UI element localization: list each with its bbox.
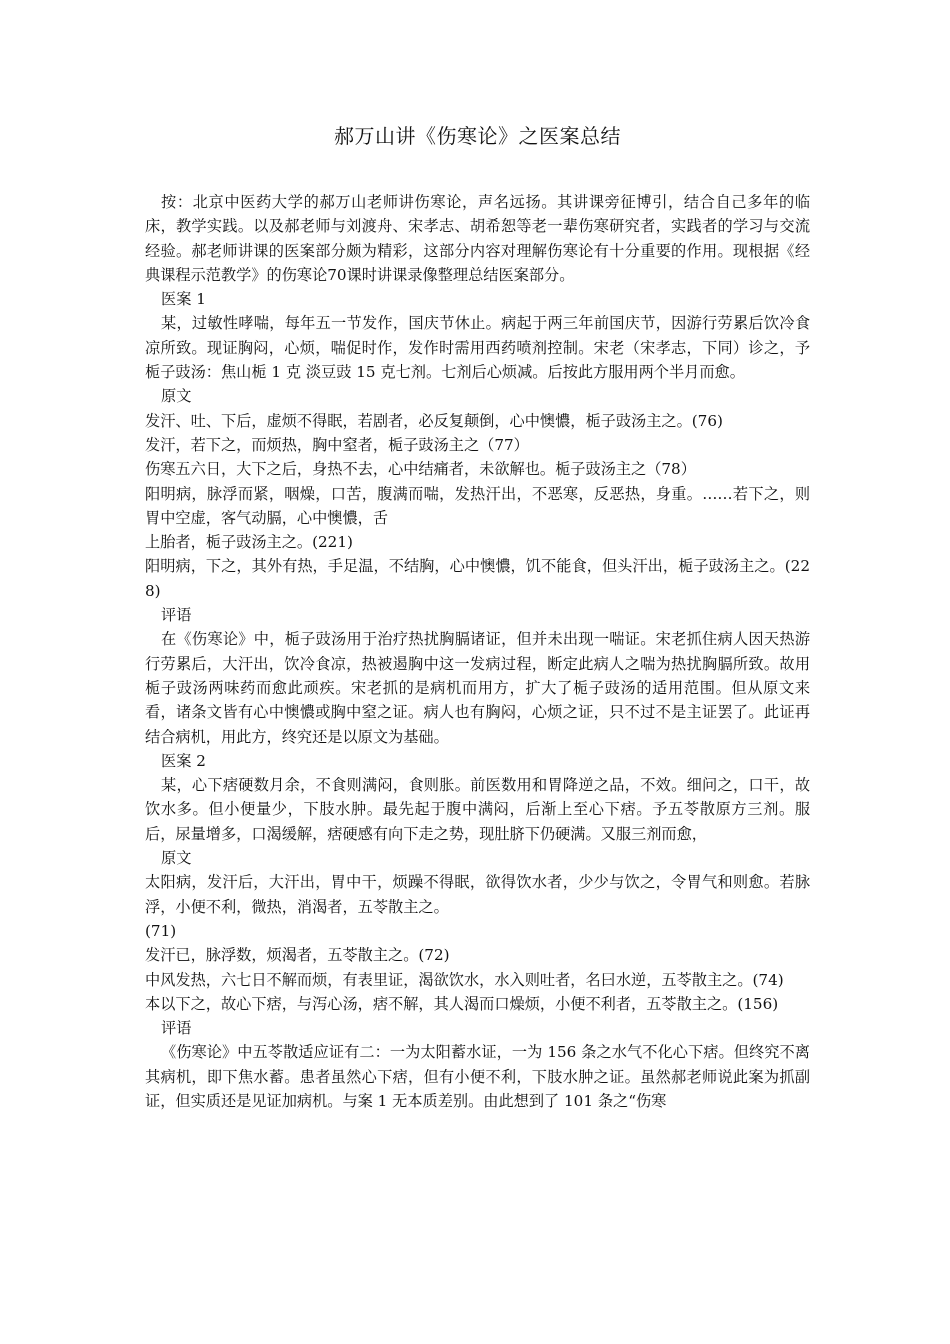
document-title: 郝万山讲《伤寒论》之医案总结 [334, 124, 621, 148]
paragraph: 医案 2 [161, 751, 206, 770]
paragraph: 医案 1 [161, 290, 206, 309]
paragraph: 某，心下痞硬数月余，不食则满闷，食则胀。前医数用和胃降逆之品，不效。细问之，口干，故饮水多。但小便量少，下肢水肿。最先起于腹中满闷，后渐上至心下痞。予五苓散原方三剂。服后，尿量增多，口渴缓解，痞硬感有向下走之势，现肚脐下仍硬满。又服三剂而愈， [145, 776, 810, 843]
paragraph: 在《伤寒论》中，栀子豉汤用于治疗热扰胸膈诸证，但并未出现一喘证。宋老抓住病人因天热游行劳累后，大汗出，饮冷食凉，热被遏胸中这一发病过程，断定此病人之喘为热扰胸膈所致。故用栀子豉汤两味药而愈此顽疾。宋老抓的是病机而用方，扩大了栀子豉汤的适用范围。但从原文来看，诸条文皆有心中懊憹或胸中窒之证。病人也有胸闷，心烦之证，只不过不是主证罢了。此证再结合病机，用此方，终究还是以原文为基础。 [145, 630, 810, 746]
paragraph: 发汗，若下之，而烦热，胸中窒者，栀子豉汤主之（77） [145, 435, 529, 454]
paragraph: 发汗、吐、下后，虚烦不得眠，若剧者，必反复颠倒，心中懊憹，栀子豉汤主之。(76) [145, 411, 723, 430]
paragraph: 伤寒五六日，大下之后，身热不去，心中结痛者，未欲解也。栀子豉汤主之（78） [145, 460, 696, 479]
paragraph: 上胎者，栀子豉汤主之。(221) [145, 533, 353, 552]
paragraph: 原文 [161, 849, 192, 868]
paragraph: 原文 [161, 387, 192, 406]
paragraph: 评语 [161, 1019, 192, 1038]
paragraph: 按：北京中医药大学的郝万山老师讲伤寒论，声名远扬。其讲课旁征博引，结合自己多年的临床，教学实践。以及郝老师与刘渡舟、宋孝志、胡希恕等老一辈伤寒研究者，实践者的学习与交流经验。郝老师讲课的医案部分颇为精彩，这部分内容对理解伤寒论有十分重要的作用。现根据《经典课程示范教学》的伤寒论70课时讲课录像整理总结医案部分。 [145, 193, 810, 284]
paragraph: 阳明病，下之，其外有热，手足温，不结胸，心中懊憹，饥不能食，但头汗出，栀子豉汤主之。(228) [145, 557, 810, 600]
paragraph: 《伤寒论》中五苓散适应证有二：一为太阳蓄水证，一为 156 条之水气不化心下痞。但终究不离其病机，即下焦水蓄。患者虽然心下痞，但有小便不利，下肢水肿之证。虽然郝老师说此案为抓副证，但实质还是见证加病机。与案 1 无本质差别。由此想到了 101 条之“伤寒 [145, 1043, 810, 1110]
document-body [145, 190, 810, 1113]
paragraph: 评语 [161, 606, 192, 625]
paragraph: 中风发热，六七日不解而烦，有表里证，渴欲饮水，水入则吐者，名曰水逆，五苓散主之。(74) [145, 970, 784, 989]
paragraph: 本以下之，故心下痞，与泻心汤，痞不解，其人渴而口燥烦，小便不利者，五苓散主之。(156) [145, 994, 779, 1013]
paragraph: 阳明病，脉浮而紧，咽燥，口苦，腹满而喘，发热汗出，不恶寒，反恶热，身重。……若下之，则胃中空虚，客气动膈，心中懊憹，舌 [145, 484, 810, 527]
paragraph: 太阳病，发汗后，大汗出，胃中干，烦躁不得眠，欲得饮水者，少少与饮之，令胃气和则愈。若脉浮，小便不利，微热，消渴者，五苓散主之。 [145, 873, 810, 916]
paragraph: (71) [145, 921, 177, 940]
paragraph: 发汗已，脉浮数，烦渴者，五苓散主之。(72) [145, 946, 450, 965]
paragraph: 某，过敏性哮喘，每年五一节发作，国庆节休止。病起于两三年前国庆节，因游行劳累后饮冷食凉所致。现证胸闷，心烦，喘促时作，发作时需用西药喷剂控制。宋老（宋孝志，下同）诊之，予栀子豉汤：焦山栀 1 克 淡豆豉 15 克七剂。七剂后心烦减。后按此方服用两个半月而愈。 [145, 314, 810, 382]
